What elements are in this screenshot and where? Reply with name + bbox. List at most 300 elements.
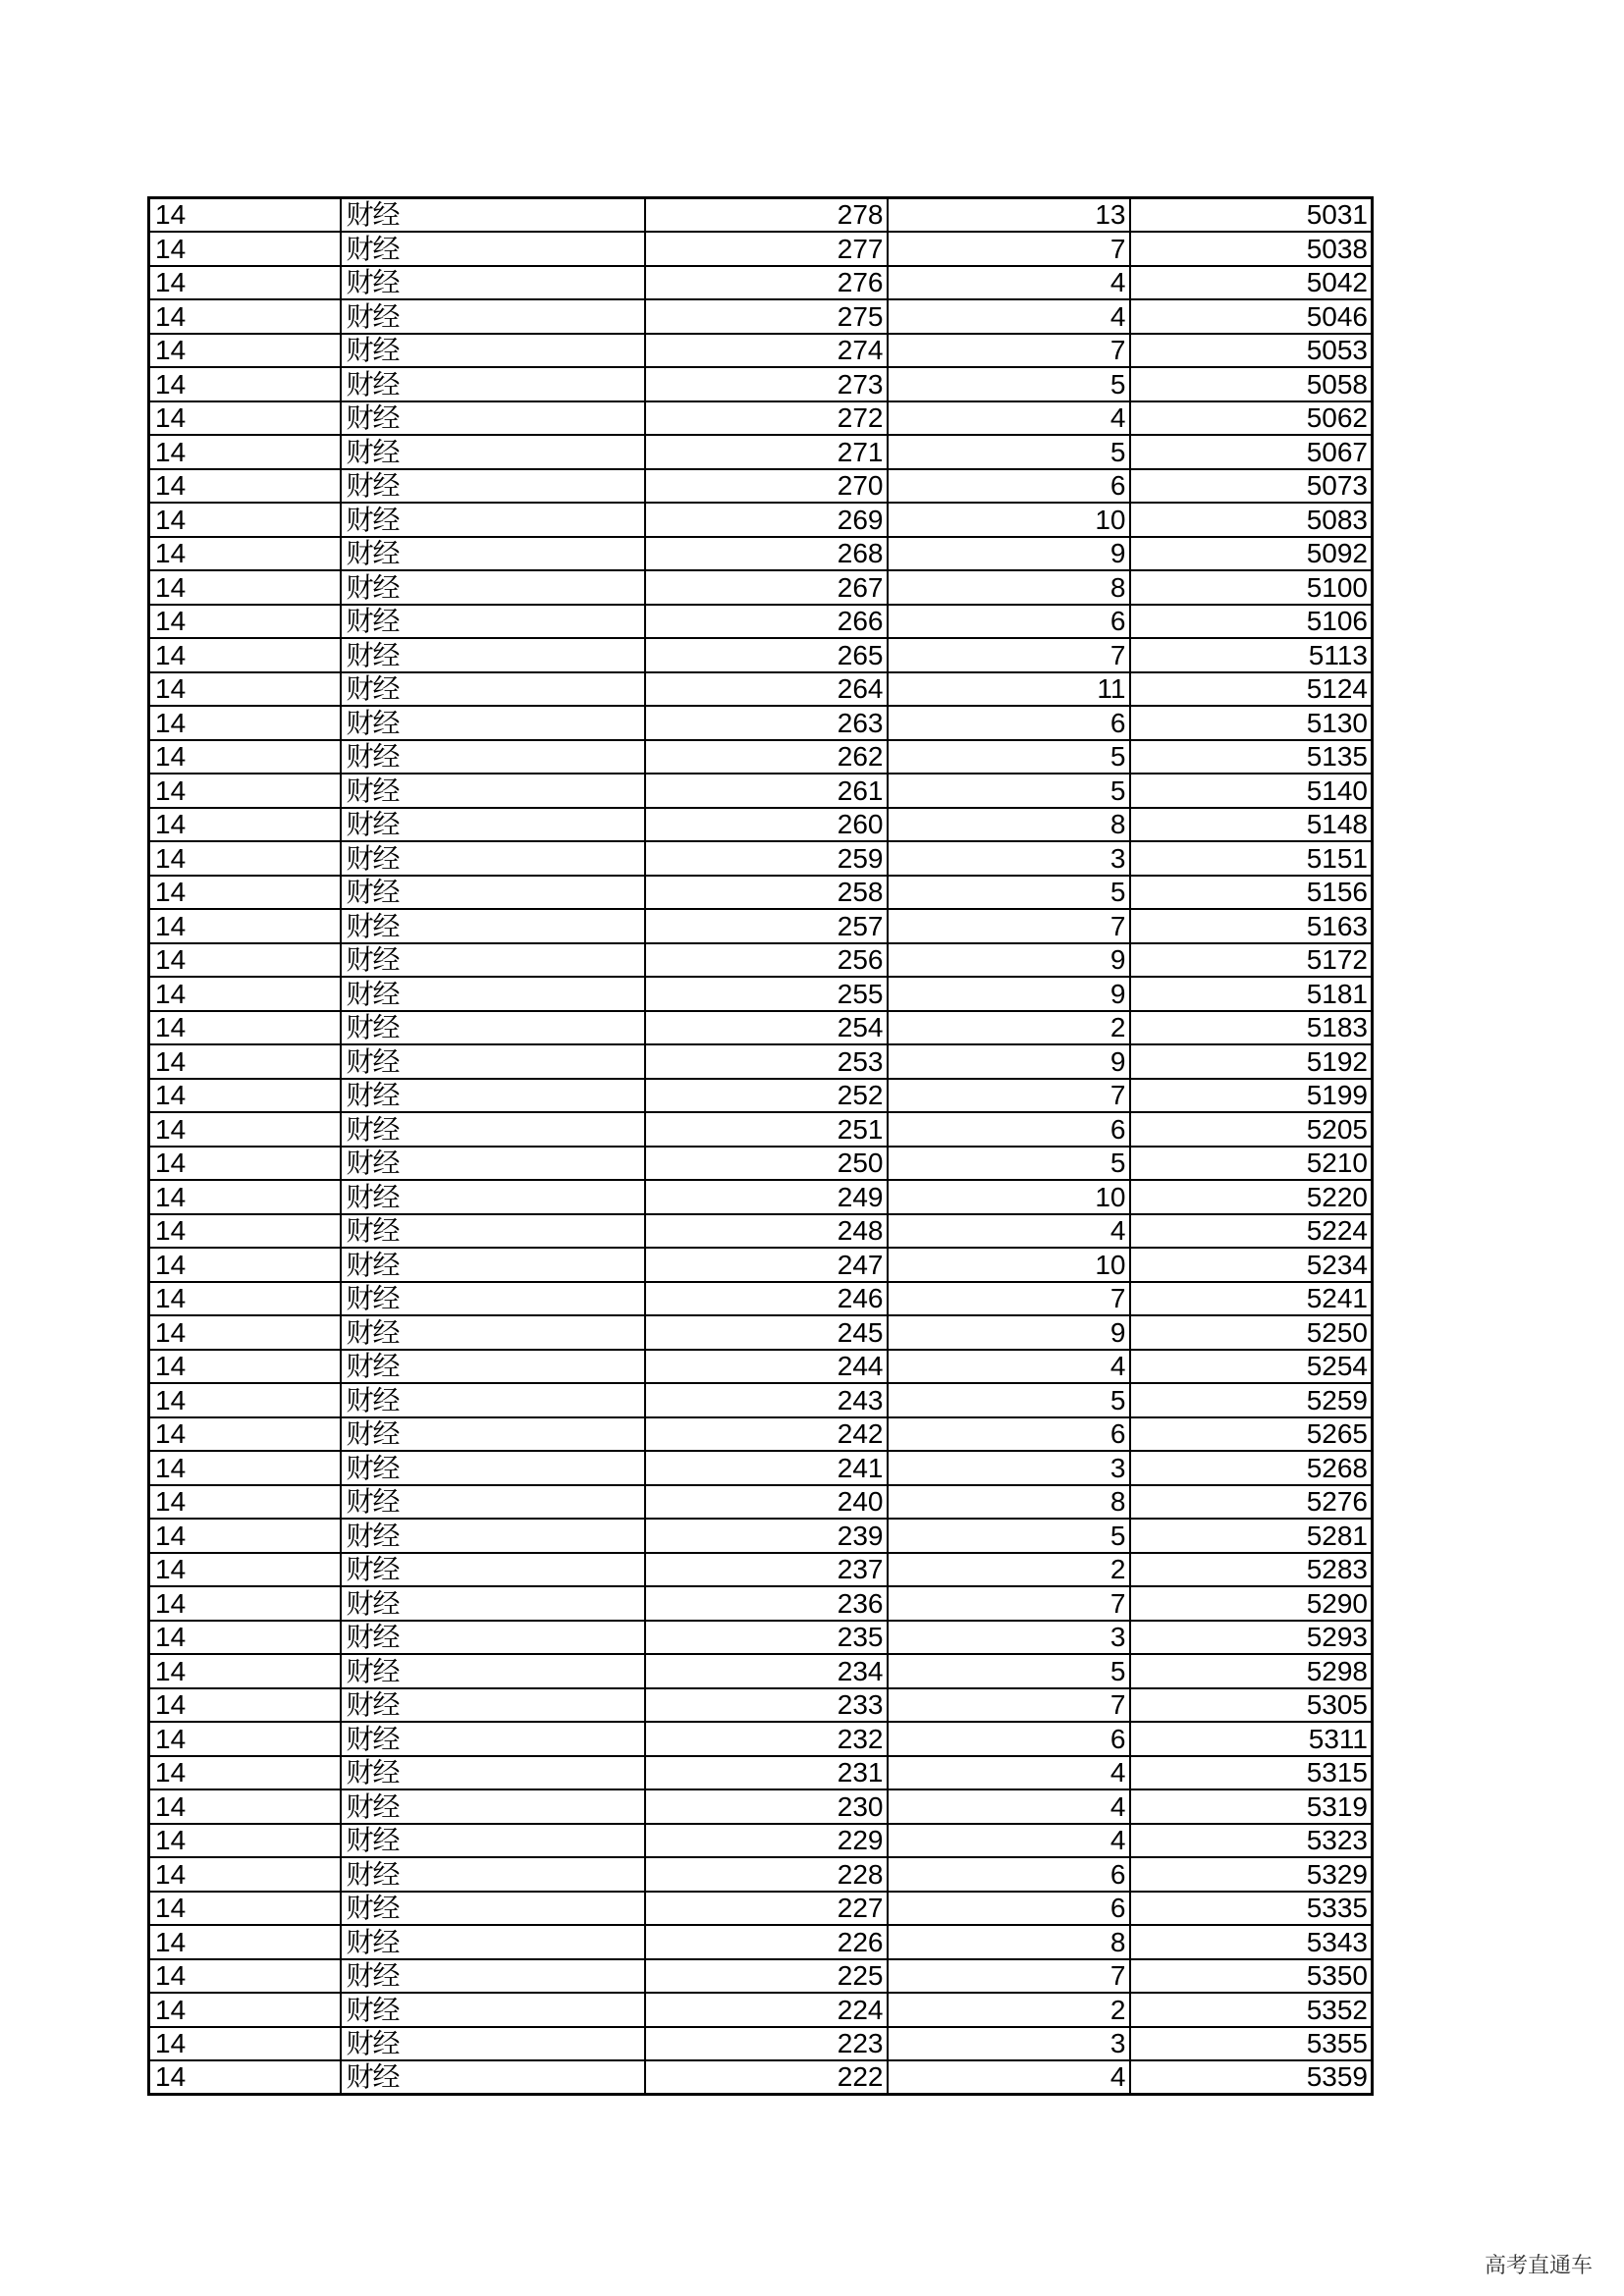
cell-category: 财经 (341, 2027, 645, 2061)
table-row (149, 1350, 1373, 1384)
cell-category: 财经 (341, 198, 645, 233)
cell-category: 财经 (341, 2060, 645, 2095)
cell-category: 财经 (341, 876, 645, 910)
cell-score: 224 (645, 1993, 888, 2027)
cell-category: 财经 (341, 1485, 645, 1520)
cell-count: 13 (888, 198, 1130, 233)
cell-category: 财经 (341, 706, 645, 740)
cell-score: 265 (645, 638, 888, 672)
cell-category: 财经 (341, 1519, 645, 1553)
cell-category: 财经 (341, 1993, 645, 2027)
cell-batch: 14 (149, 943, 341, 978)
cell-score: 248 (645, 1214, 888, 1249)
cell-count: 7 (888, 1688, 1130, 1723)
cell-category: 财经 (341, 537, 645, 571)
cell-batch: 14 (149, 1248, 341, 1282)
cell-cumulative: 5199 (1130, 1079, 1373, 1113)
cell-batch: 14 (149, 1417, 341, 1452)
cell-category: 财经 (341, 1011, 645, 1045)
cell-batch: 14 (149, 401, 341, 436)
cell-count: 2 (888, 1993, 1130, 2027)
cell-score: 244 (645, 1350, 888, 1384)
cell-category: 财经 (341, 1756, 645, 1790)
cell-batch: 14 (149, 808, 341, 842)
cell-cumulative: 5359 (1130, 2060, 1373, 2095)
table-row (149, 503, 1373, 537)
cell-batch: 14 (149, 977, 341, 1011)
cell-category: 财经 (341, 1248, 645, 1282)
cell-cumulative: 5329 (1130, 1857, 1373, 1892)
cell-count: 7 (888, 334, 1130, 368)
cell-score: 228 (645, 1857, 888, 1892)
cell-batch: 14 (149, 1789, 341, 1824)
cell-cumulative: 5311 (1130, 1722, 1373, 1756)
table-row (149, 740, 1373, 774)
cell-category: 财经 (341, 299, 645, 334)
cell-count: 9 (888, 943, 1130, 978)
cell-category: 财经 (341, 1789, 645, 1824)
table-row (149, 435, 1373, 469)
cell-batch: 14 (149, 1654, 341, 1688)
table-row (149, 1586, 1373, 1621)
cell-category: 财经 (341, 808, 645, 842)
cell-score: 272 (645, 401, 888, 436)
table-row (149, 841, 1373, 876)
cell-category: 财经 (341, 1147, 645, 1181)
table-row (149, 1214, 1373, 1249)
cell-batch: 14 (149, 198, 341, 233)
cell-count: 4 (888, 266, 1130, 300)
cell-score: 253 (645, 1044, 888, 1079)
cell-category: 财经 (341, 503, 645, 537)
cell-batch: 14 (149, 469, 341, 504)
cell-cumulative: 5323 (1130, 1824, 1373, 1858)
cell-count: 9 (888, 1044, 1130, 1079)
cell-score: 274 (645, 334, 888, 368)
cell-count: 4 (888, 1350, 1130, 1384)
cell-count: 5 (888, 740, 1130, 774)
cell-batch: 14 (149, 1282, 341, 1316)
cell-batch: 14 (149, 774, 341, 808)
cell-cumulative: 5268 (1130, 1451, 1373, 1485)
cell-score: 275 (645, 299, 888, 334)
table-row (149, 1079, 1373, 1113)
cell-cumulative: 5130 (1130, 706, 1373, 740)
cell-count: 7 (888, 232, 1130, 266)
cell-count: 4 (888, 1824, 1130, 1858)
cell-cumulative: 5183 (1130, 1011, 1373, 1045)
cell-cumulative: 5276 (1130, 1485, 1373, 1520)
cell-count: 7 (888, 1586, 1130, 1621)
cell-score: 276 (645, 266, 888, 300)
cell-count: 7 (888, 1079, 1130, 1113)
cell-category: 财经 (341, 1417, 645, 1452)
cell-score: 260 (645, 808, 888, 842)
cell-category: 财经 (341, 401, 645, 436)
table-row (149, 1315, 1373, 1350)
cell-category: 财经 (341, 943, 645, 978)
cell-category: 财经 (341, 909, 645, 943)
cell-count: 6 (888, 1857, 1130, 1892)
cell-batch: 14 (149, 1688, 341, 1723)
cell-batch: 14 (149, 841, 341, 876)
table-row (149, 1789, 1373, 1824)
cell-batch: 14 (149, 909, 341, 943)
cell-category: 财经 (341, 841, 645, 876)
cell-score: 234 (645, 1654, 888, 1688)
table-row (149, 401, 1373, 436)
cell-cumulative: 5100 (1130, 570, 1373, 605)
cell-batch: 14 (149, 1451, 341, 1485)
table-row (149, 1112, 1373, 1147)
cell-cumulative: 5053 (1130, 334, 1373, 368)
cell-cumulative: 5042 (1130, 266, 1373, 300)
table-row (149, 943, 1373, 978)
table-row (149, 1044, 1373, 1079)
cell-count: 7 (888, 638, 1130, 672)
cell-category: 财经 (341, 1112, 645, 1147)
cell-category: 财经 (341, 638, 645, 672)
cell-score: 249 (645, 1180, 888, 1214)
cell-batch: 14 (149, 1011, 341, 1045)
cell-category: 财经 (341, 266, 645, 300)
cell-batch: 14 (149, 1147, 341, 1181)
cell-category: 财经 (341, 1282, 645, 1316)
cell-category: 财经 (341, 1553, 645, 1587)
table-row (149, 808, 1373, 842)
cell-count: 8 (888, 1925, 1130, 1959)
cell-category: 财经 (341, 1451, 645, 1485)
cell-batch: 14 (149, 334, 341, 368)
cell-cumulative: 5283 (1130, 1553, 1373, 1587)
cell-cumulative: 5335 (1130, 1892, 1373, 1926)
table-row (149, 672, 1373, 707)
cell-score: 247 (645, 1248, 888, 1282)
cell-cumulative: 5151 (1130, 841, 1373, 876)
cell-count: 7 (888, 909, 1130, 943)
cell-batch: 14 (149, 638, 341, 672)
table-row (149, 1621, 1373, 1655)
cell-batch: 14 (149, 876, 341, 910)
score-table (147, 196, 1374, 2096)
table-row (149, 706, 1373, 740)
cell-count: 3 (888, 1621, 1130, 1655)
cell-count: 8 (888, 808, 1130, 842)
cell-category: 财经 (341, 367, 645, 401)
cell-score: 241 (645, 1451, 888, 1485)
cell-batch: 14 (149, 706, 341, 740)
watermark-text: 高考直通车 (1485, 2253, 1594, 2277)
cell-batch: 14 (149, 1857, 341, 1892)
cell-batch: 14 (149, 1993, 341, 2027)
cell-score: 269 (645, 503, 888, 537)
cell-count: 2 (888, 1553, 1130, 1587)
cell-score: 259 (645, 841, 888, 876)
table-row (149, 1925, 1373, 1959)
cell-cumulative: 5163 (1130, 909, 1373, 943)
cell-score: 262 (645, 740, 888, 774)
cell-count: 6 (888, 1112, 1130, 1147)
cell-score: 277 (645, 232, 888, 266)
cell-score: 256 (645, 943, 888, 978)
cell-category: 财经 (341, 1586, 645, 1621)
cell-score: 268 (645, 537, 888, 571)
cell-batch: 14 (149, 1350, 341, 1384)
table-row (149, 2027, 1373, 2061)
cell-score: 271 (645, 435, 888, 469)
table-row (149, 367, 1373, 401)
cell-score: 240 (645, 1485, 888, 1520)
cell-score: 236 (645, 1586, 888, 1621)
cell-batch: 14 (149, 1586, 341, 1621)
cell-cumulative: 5315 (1130, 1756, 1373, 1790)
table-row (149, 977, 1373, 1011)
cell-count: 8 (888, 1485, 1130, 1520)
cell-category: 财经 (341, 1315, 645, 1350)
cell-cumulative: 5073 (1130, 469, 1373, 504)
cell-batch: 14 (149, 1621, 341, 1655)
cell-count: 3 (888, 1451, 1130, 1485)
cell-count: 6 (888, 1417, 1130, 1452)
cell-cumulative: 5281 (1130, 1519, 1373, 1553)
cell-score: 261 (645, 774, 888, 808)
cell-cumulative: 5113 (1130, 638, 1373, 672)
cell-batch: 14 (149, 1553, 341, 1587)
cell-count: 7 (888, 1959, 1130, 1994)
cell-cumulative: 5046 (1130, 299, 1373, 334)
table-row (149, 299, 1373, 334)
cell-count: 9 (888, 537, 1130, 571)
table-row (149, 1519, 1373, 1553)
table-row (149, 638, 1373, 672)
cell-category: 财经 (341, 1350, 645, 1384)
table-row (149, 1553, 1373, 1587)
cell-cumulative: 5350 (1130, 1959, 1373, 1994)
cell-batch: 14 (149, 435, 341, 469)
cell-score: 263 (645, 706, 888, 740)
cell-cumulative: 5205 (1130, 1112, 1373, 1147)
cell-cumulative: 5224 (1130, 1214, 1373, 1249)
cell-cumulative: 5083 (1130, 503, 1373, 537)
cell-score: 232 (645, 1722, 888, 1756)
cell-score: 252 (645, 1079, 888, 1113)
table-row (149, 1722, 1373, 1756)
cell-count: 4 (888, 1789, 1130, 1824)
table-row (149, 469, 1373, 504)
cell-score: 257 (645, 909, 888, 943)
cell-cumulative: 5124 (1130, 672, 1373, 707)
table-row (149, 1959, 1373, 1994)
cell-cumulative: 5156 (1130, 876, 1373, 910)
cell-score: 258 (645, 876, 888, 910)
cell-score: 245 (645, 1315, 888, 1350)
cell-count: 5 (888, 876, 1130, 910)
cell-category: 财经 (341, 469, 645, 504)
table-row (149, 876, 1373, 910)
cell-count: 9 (888, 1315, 1130, 1350)
cell-score: 222 (645, 2060, 888, 2095)
cell-category: 财经 (341, 774, 645, 808)
cell-batch: 14 (149, 537, 341, 571)
cell-score: 239 (645, 1519, 888, 1553)
cell-count: 4 (888, 1214, 1130, 1249)
cell-count: 10 (888, 503, 1130, 537)
cell-batch: 14 (149, 1824, 341, 1858)
cell-score: 270 (645, 469, 888, 504)
cell-batch: 14 (149, 367, 341, 401)
cell-cumulative: 5319 (1130, 1789, 1373, 1824)
table-row (149, 1417, 1373, 1452)
cell-batch: 14 (149, 1315, 341, 1350)
cell-count: 6 (888, 605, 1130, 639)
table-row (149, 1282, 1373, 1316)
table-row (149, 1451, 1373, 1485)
cell-score: 230 (645, 1789, 888, 1824)
cell-category: 财经 (341, 605, 645, 639)
table-row (149, 537, 1373, 571)
cell-cumulative: 5210 (1130, 1147, 1373, 1181)
cell-cumulative: 5062 (1130, 401, 1373, 436)
cell-category: 财经 (341, 1892, 645, 1926)
cell-cumulative: 5067 (1130, 435, 1373, 469)
cell-count: 6 (888, 1892, 1130, 1926)
cell-batch: 14 (149, 1383, 341, 1417)
cell-score: 254 (645, 1011, 888, 1045)
cell-score: 255 (645, 977, 888, 1011)
cell-score: 223 (645, 2027, 888, 2061)
table-row (149, 605, 1373, 639)
cell-count: 3 (888, 2027, 1130, 2061)
cell-count: 2 (888, 1011, 1130, 1045)
cell-score: 246 (645, 1282, 888, 1316)
table-row (149, 1485, 1373, 1520)
cell-cumulative: 5293 (1130, 1621, 1373, 1655)
cell-cumulative: 5355 (1130, 2027, 1373, 2061)
cell-cumulative: 5220 (1130, 1180, 1373, 1214)
table-row (149, 1180, 1373, 1214)
cell-count: 10 (888, 1180, 1130, 1214)
table-row (149, 266, 1373, 300)
cell-category: 财经 (341, 1925, 645, 1959)
cell-category: 财经 (341, 232, 645, 266)
table-row (149, 1383, 1373, 1417)
cell-score: 227 (645, 1892, 888, 1926)
cell-category: 财经 (341, 1214, 645, 1249)
cell-cumulative: 5172 (1130, 943, 1373, 978)
cell-batch: 14 (149, 605, 341, 639)
cell-category: 财经 (341, 1654, 645, 1688)
cell-score: 235 (645, 1621, 888, 1655)
cell-count: 11 (888, 672, 1130, 707)
cell-score: 251 (645, 1112, 888, 1147)
cell-category: 财经 (341, 334, 645, 368)
cell-score: 250 (645, 1147, 888, 1181)
cell-cumulative: 5259 (1130, 1383, 1373, 1417)
table-row (149, 1688, 1373, 1723)
cell-cumulative: 5058 (1130, 367, 1373, 401)
table-row (149, 1756, 1373, 1790)
cell-count: 4 (888, 1756, 1130, 1790)
cell-score: 225 (645, 1959, 888, 1994)
cell-batch: 14 (149, 672, 341, 707)
cell-count: 4 (888, 401, 1130, 436)
cell-cumulative: 5234 (1130, 1248, 1373, 1282)
cell-cumulative: 5106 (1130, 605, 1373, 639)
cell-batch: 14 (149, 1892, 341, 1926)
cell-score: 226 (645, 1925, 888, 1959)
cell-score: 243 (645, 1383, 888, 1417)
cell-batch: 14 (149, 1180, 341, 1214)
cell-batch: 14 (149, 1214, 341, 1249)
cell-cumulative: 5241 (1130, 1282, 1373, 1316)
table-row (149, 774, 1373, 808)
cell-count: 5 (888, 1383, 1130, 1417)
table-row (149, 198, 1373, 233)
cell-category: 财经 (341, 1688, 645, 1723)
cell-cumulative: 5140 (1130, 774, 1373, 808)
cell-category: 财经 (341, 740, 645, 774)
cell-count: 8 (888, 570, 1130, 605)
cell-score: 229 (645, 1824, 888, 1858)
cell-batch: 14 (149, 1112, 341, 1147)
cell-score: 233 (645, 1688, 888, 1723)
cell-batch: 14 (149, 1756, 341, 1790)
cell-category: 财经 (341, 1044, 645, 1079)
cell-category: 财经 (341, 1180, 645, 1214)
cell-category: 财经 (341, 1621, 645, 1655)
cell-count: 5 (888, 774, 1130, 808)
cell-category: 财经 (341, 1857, 645, 1892)
cell-count: 10 (888, 1248, 1130, 1282)
cell-batch: 14 (149, 570, 341, 605)
cell-score: 267 (645, 570, 888, 605)
table-row (149, 1857, 1373, 1892)
cell-cumulative: 5192 (1130, 1044, 1373, 1079)
table-row (149, 1147, 1373, 1181)
cell-batch: 14 (149, 740, 341, 774)
cell-score: 273 (645, 367, 888, 401)
cell-cumulative: 5038 (1130, 232, 1373, 266)
cell-batch: 14 (149, 1959, 341, 1994)
table-row (149, 1993, 1373, 2027)
cell-score: 242 (645, 1417, 888, 1452)
cell-cumulative: 5031 (1130, 198, 1373, 233)
cell-score: 231 (645, 1756, 888, 1790)
cell-cumulative: 5135 (1130, 740, 1373, 774)
table-row (149, 1654, 1373, 1688)
table-row (149, 1824, 1373, 1858)
cell-score: 278 (645, 198, 888, 233)
cell-batch: 14 (149, 2027, 341, 2061)
score-table-body (149, 198, 1373, 2095)
cell-batch: 14 (149, 266, 341, 300)
cell-count: 6 (888, 469, 1130, 504)
cell-category: 财经 (341, 1722, 645, 1756)
cell-score: 237 (645, 1553, 888, 1587)
cell-cumulative: 5298 (1130, 1654, 1373, 1688)
cell-cumulative: 5148 (1130, 808, 1373, 842)
table-row (149, 232, 1373, 266)
cell-category: 财经 (341, 977, 645, 1011)
cell-cumulative: 5250 (1130, 1315, 1373, 1350)
cell-category: 财经 (341, 672, 645, 707)
table-row (149, 570, 1373, 605)
table-row (149, 909, 1373, 943)
cell-batch: 14 (149, 1925, 341, 1959)
cell-category: 财经 (341, 435, 645, 469)
cell-count: 5 (888, 435, 1130, 469)
cell-cumulative: 5181 (1130, 977, 1373, 1011)
